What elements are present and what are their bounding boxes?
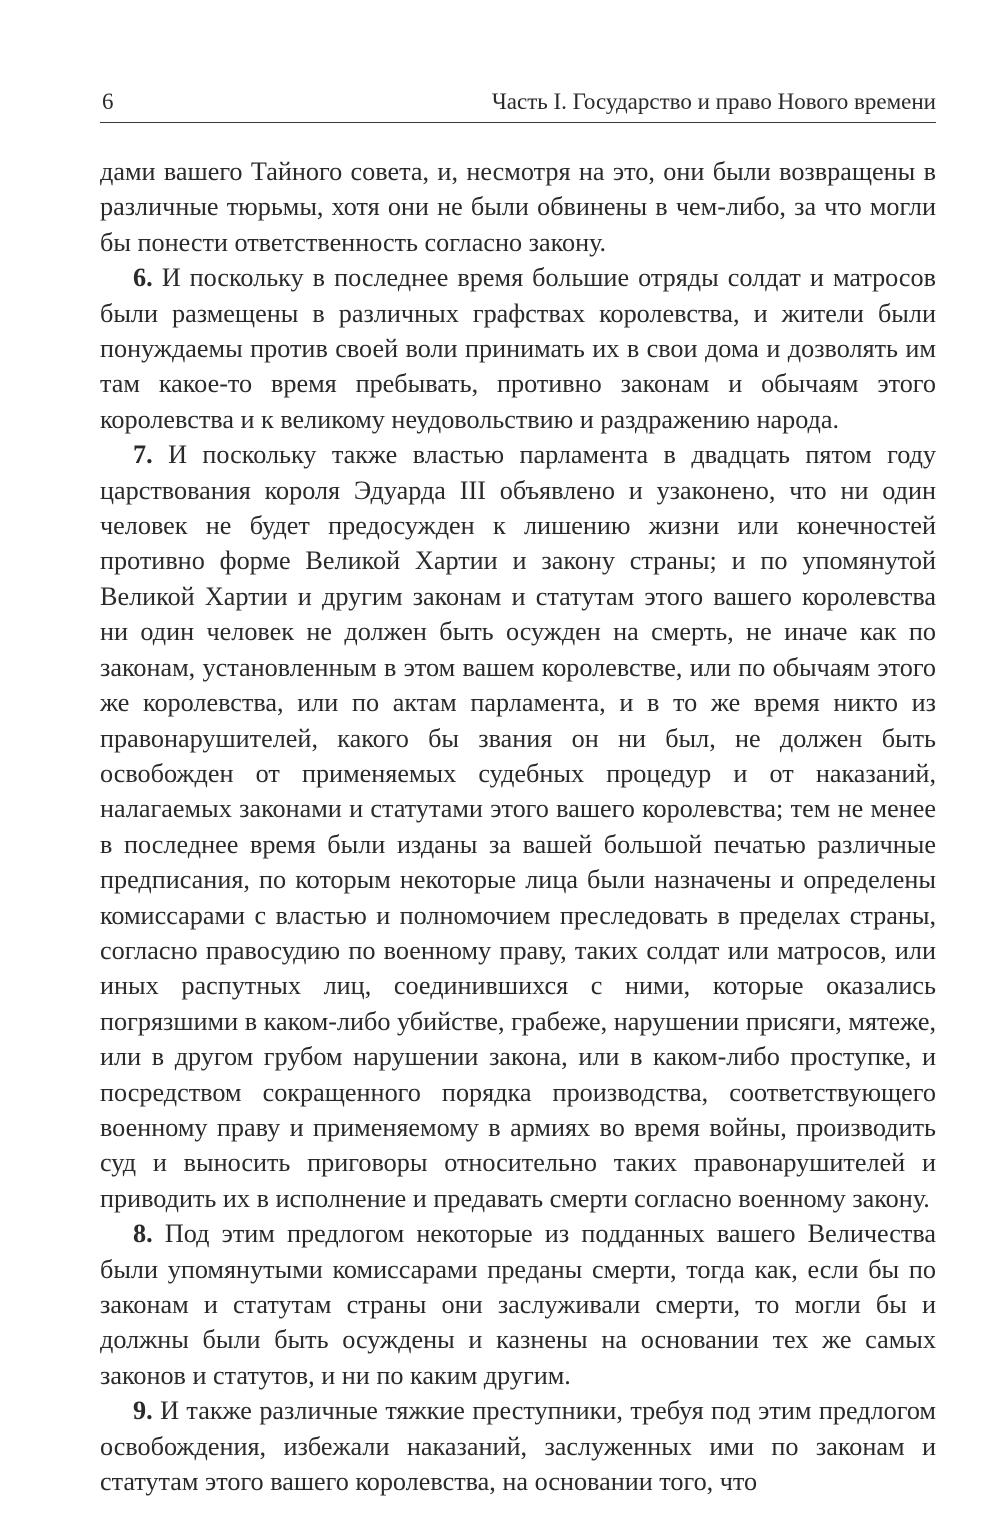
page-number: 6: [102, 89, 114, 114]
paragraph-number: 6.: [133, 263, 153, 293]
paragraph-text: И поскольку в последнее время большие отряды солдат и матросов были размещены в различных графствах королевства, и жители были понуждаемы против своей воли принимать их в свои дома и дозволять им там какое-то время пребывать, противно законам и обычаям этого королевства и к великому неудовольствию и раздражению народа.: [100, 263, 937, 434]
paragraph-7: [100, 437, 936, 1216]
paragraph-text: Под этим предлогом некоторые из подданных вашего Величества были упомянутыми комиссарами преданы смерти, тогда как, если бы по законам и статутам страны они заслуживали смерти, то могли бы и должны были быть осуждены и казнены на основании тех же самых законов и статутов, и ни по каким другим.: [100, 1219, 936, 1390]
paragraph-number: 8.: [133, 1219, 153, 1249]
paragraph-text: И также различные тяжкие преступники, требуя под этим предлогом освобождения, избежали наказаний, заслуженных ими по законам и статутам этого вашего королевства, на основании того, что: [100, 1396, 936, 1497]
paragraph-9: [100, 1393, 936, 1499]
paragraph-6: [100, 260, 936, 437]
page-header: [100, 82, 936, 123]
paragraph-continued: [100, 154, 936, 260]
paragraph-text: И поскольку также властью парламента в двадцать пятом году царствования короля Эдуарда III объявлено и узаконено, что ни один человек не будет предосужден к лишению жизни или конечностей противно форме Великой Хартии и закону страны; и по упомянутой Великой Хартии и другим законам и статутам этого вашего королевства ни один человек не должен быть осужден на смерть, не иначе как по законам, установленным в этом вашем королевстве, или по обычаям этого же королевства, или по актам парламента, и в то же время никто из правонарушителей, какого бы звания он ни был, не должен быть освобожден от применяемых судебных процедур и от наказаний, налагаемых законами и статутами этого вашего королевства; тем не менее в последнее время были изданы за вашей большой печатью различные предписания, по которым некоторые лица были назначены и определены комиссарами с властью и полномочием преследовать в пределах страны, согласно правосудию по военному праву, таких солдат или матросов, или иных распутных лиц, соединившихся с ними, которые оказались погрязшими в каком-либо убийстве, грабеже, нарушении присяги, мятеже, или в другом грубом нарушении закона, или в каком-либо проступке, и посредством сокращенного порядка производства, соответствующего военному праву и применяемому в армиях во время войны, производить суд и выносить приговоры относительно таких правонарушителей и приводить их в исполнение и предавать смерти согласно военному закону.: [100, 440, 937, 1213]
paragraph-8: [100, 1216, 936, 1393]
paragraph-text: дами вашего Тайного совета, и, несмотря на это, они были возвращены в различные тюрьмы, хотя они не были обвинены в чем-либо, за что могли бы понести ответственность согласно закону.: [100, 157, 936, 257]
paragraph-number: 7.: [133, 440, 153, 470]
paragraph-number: 9.: [133, 1396, 153, 1426]
running-head: Часть I. Государство и право Нового времени: [491, 89, 936, 114]
body-text: [100, 154, 936, 1499]
